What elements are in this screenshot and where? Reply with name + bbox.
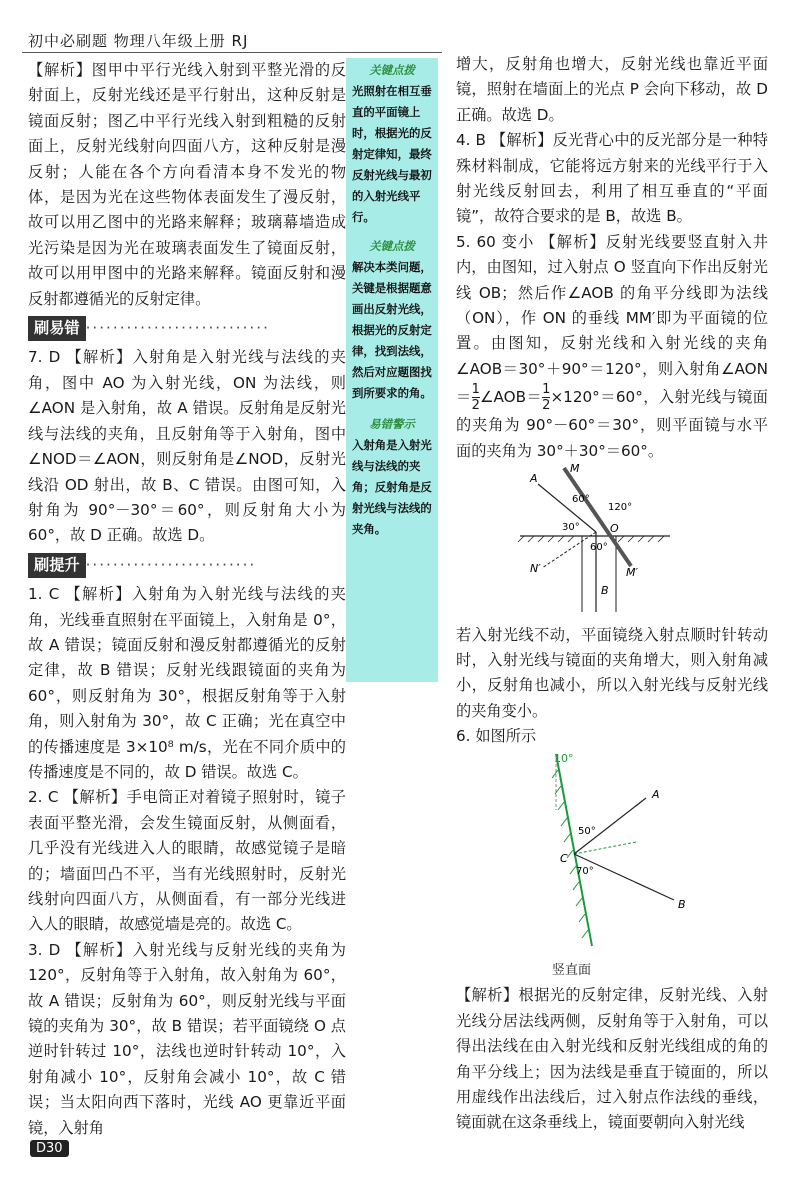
fraction-half: $\frac{1}{2}$ bbox=[542, 382, 551, 414]
angle-60-lower: 60° bbox=[590, 542, 608, 554]
warning-text: 入射角是入射光线与法线的夹角；反射角是反射光线与法线的夹角。 bbox=[352, 438, 432, 536]
tip-title: 关键点拨 bbox=[369, 239, 415, 253]
answer-q6-analysis: 【解析】根据光的反射定律，反射光线、入射光线分居法线两侧，反射角等于入射角，可以得出法线在由入射光线和反射光线组成的角的角平分线上；因为法线是垂直于镜面的，所以用虚线作出法线后，过入射点作法线的垂线，镜面就在这条垂线上，镜面要朝向入射光线 bbox=[456, 986, 768, 1132]
label-N: N′ bbox=[530, 562, 541, 576]
label-B: B bbox=[678, 897, 686, 911]
label-M-prime: M′ bbox=[626, 566, 638, 580]
angle-30: 30° bbox=[562, 522, 580, 534]
tip-text: 光照射在相互垂直的平面镜上时，根据光的反射定律知，最终反射光线与最初的入射光线平行。 bbox=[352, 84, 432, 224]
angle-70: 70° bbox=[576, 865, 594, 877]
mirror-well-diagram bbox=[456, 464, 768, 614]
label-A: A bbox=[530, 472, 538, 486]
answer-q1: 1. C 【解析】入射角为入射光线与法线的夹角，光线垂直照射在平面镜上，入射角是 0°，故 A 错误；镜面反射和漫反射都遵循光的反射定律，故 B 错误；反射光线跟镜面的夹角为 60°，则反射角为 30°，根据反射角等于入射角，则入射角为 30°，故 C 正确；光在真空中的传播速度是 3×10⁸ m/s，光在不同介质中的传播速度是不同的，故 D 错误。故选 C。 bbox=[28, 585, 346, 781]
section-label-advance: 刷提升 bbox=[28, 553, 86, 578]
fraction-half: $\frac{1}{2}$ bbox=[471, 382, 480, 414]
label-C: C bbox=[560, 851, 568, 865]
angle-50: 50° bbox=[578, 825, 596, 837]
dotted-rule: ························· bbox=[85, 555, 257, 574]
analysis-paragraph: 【解析】图甲中平行光线入射到平整光滑的反射面上，反射光线还是平行射出，这种反射是镜面反射；图乙中平行光线入射到粗糙的反射面上，反射光线射向四面八方，这种反射是漫反射；人能在各个方向看清本身不发光的物体，是因为光在这些物体表面发生了漫反射，故可以用乙图中的光路来解释；玻璃幕墙造成光污染是因为光在玻璃表面发生了镜面反射，故可以用甲图中的光路来解释。镜面反射和漫反射都遵循光的反射定律。 bbox=[28, 61, 346, 308]
label-A: A bbox=[652, 787, 660, 801]
angle-60: 60° bbox=[572, 494, 590, 506]
label-B: B bbox=[601, 584, 609, 598]
tip-text: 解决本类问题，关键是根据题意画出反射光线，根据光的反射定律，找到法线，然后对应题图找到所要求的角。 bbox=[352, 260, 432, 400]
section-label-easy-mistakes: 刷易错 bbox=[28, 316, 86, 341]
page-header: 初中必刷题 物理八年级上册 RJ bbox=[28, 32, 249, 50]
label-O: O bbox=[610, 522, 619, 536]
header-rule bbox=[22, 52, 442, 53]
tip-title: 关键点拨 bbox=[369, 63, 415, 77]
dotted-rule: ··························· bbox=[85, 319, 270, 338]
answer-q7: 7. D 【解析】入射角是入射光线与法线的夹角，图中 AO 为入射光线，ON 为法线，则∠AON 是入射角，故 A 错误。反射角是反射光线与法线的夹角，且反射角等于入射角，图中∠NOD＝∠AON，则反射角是∠NOD，反射光线沿 OD 射出，故 B、C 错误。由图可知，入射角为 90°－30°＝60°，则反射角大小为 60°，故 D 正确。故选 D。 bbox=[28, 348, 346, 545]
answer-q3: 3. D 【解析】入射光线与反射光线的夹角为 120°，反射角等于入射角，故入射角为 60°，故 A 错误；反射角为 60°，则反射光线与平面镜的夹角为 30°，故 B 错误；若平面镜绕 O 点逆时针转过 10°，法线也逆时针转动 10°，入射角减小 10°，反射角会减小 10°，故 C 错误；当太阳向西下落时，光线 AO 更靠近平面镜，入射角 bbox=[28, 940, 346, 1137]
answer-q5: 5. 60 变小 【解析】反射光线要竖直射入井内，由图知，过入射点 O 竖直向下作出反射光线 OB；然后作∠AOB 的角平分线即为法线（ON），作 ON 的垂线 MM′即为平面镜的位置。由图知，反射光线和入射光线的夹角∠AOB＝30°＋90°＝120°，则入射角∠AON＝ $\frac{1}{2}$ ∠AOB＝ $\frac{1}{2}$ ×120°＝60°，入射光线与镜面的夹角为 90°－60°＝30°，则平面镜与水平面的夹角为 30°＋30°＝60°。 bbox=[456, 232, 768, 460]
page-number: D30 bbox=[30, 1140, 69, 1157]
label-M: M bbox=[570, 464, 580, 476]
answer-q2: 2. C 【解析】手电筒正对着镜子照射时，镜子表面平整光滑，会发生镜面反射，从侧面看，几乎没有光线进入人的眼睛，故感觉镜子是暗的；墙面凹凸不平，当有光线照射时，反射光线射向四面八方，从侧面看，有一部分光线进入人的眼睛，故感觉墙是亮的。故选 C。 bbox=[28, 788, 346, 934]
answer-q3-continued: 增大，反射角也增大，反射光线也靠近平面镜，照射在墙面上的光点 P 会向下移动，故 D 正确。故选 D。 bbox=[456, 55, 768, 124]
angle-120: 120° bbox=[608, 502, 633, 514]
figure-caption: 竖直面 bbox=[552, 962, 592, 978]
answer-q4: 4. B 【解析】反光背心中的反光部分是一种特殊材料制成，它能将远方射来的光线平行于入射光线反射回去，利用了相互垂直的“平面镜”，故符合要求的是 B，故选 B。 bbox=[456, 131, 768, 226]
answer-q5-extension: 若入射光线不动，平面镜绕入射点顺时针转动时，入射光线与镜面的夹角增大，则入射角减小，反射角也减小，所以入射光线与反射光线的夹角变小。 bbox=[456, 625, 768, 720]
answer-q6: 6. 如图所示 bbox=[456, 727, 537, 746]
warning-title: 易错警示 bbox=[369, 417, 415, 431]
right-column bbox=[456, 52, 768, 1136]
reflection-diagram bbox=[456, 750, 768, 950]
angle-10: 10° bbox=[554, 751, 574, 765]
left-column bbox=[28, 58, 346, 1141]
tips-sidebar bbox=[346, 58, 438, 682]
